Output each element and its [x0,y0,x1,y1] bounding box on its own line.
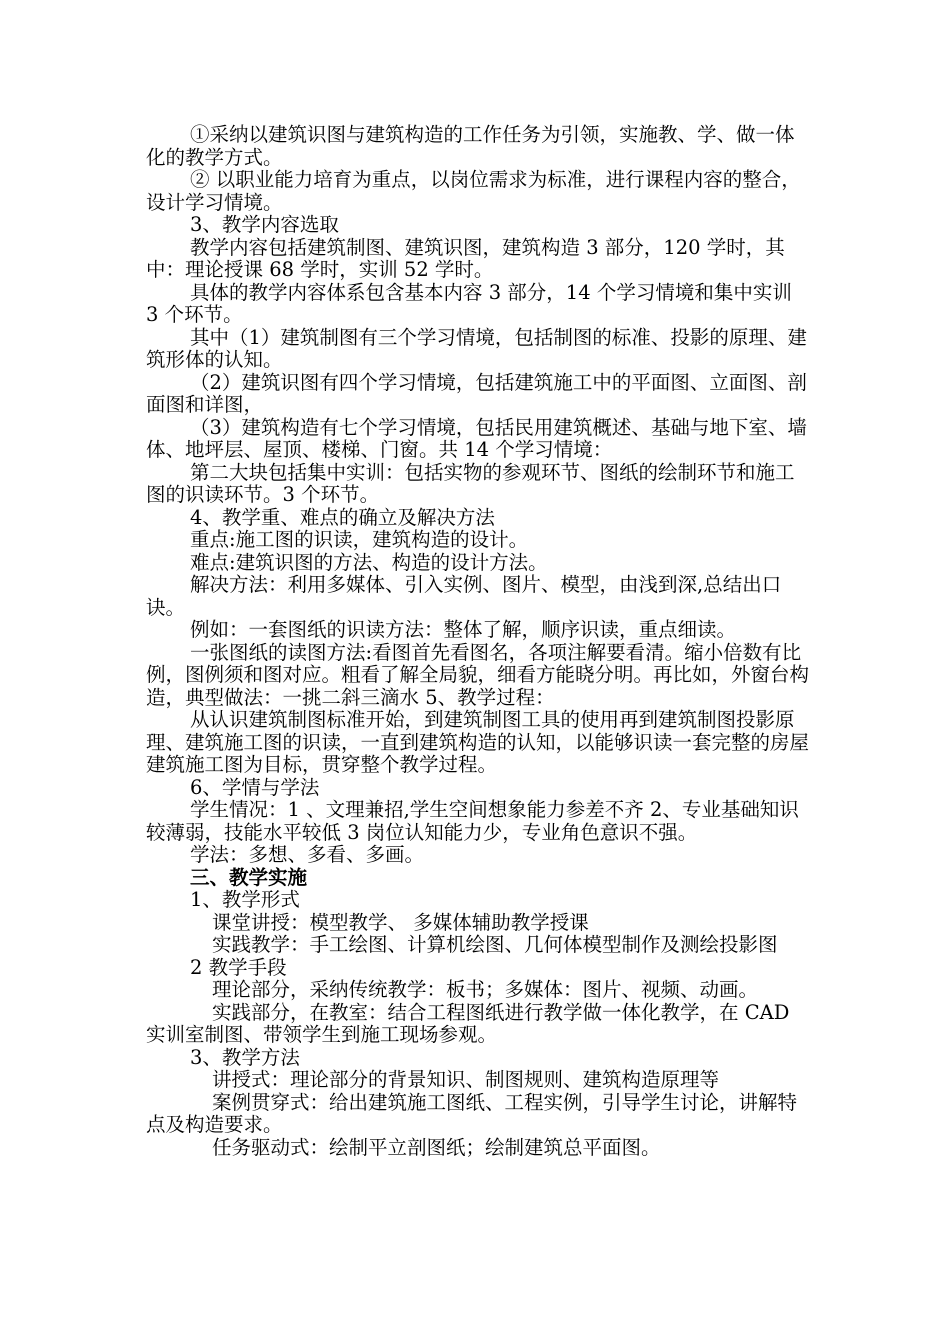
paragraph-teaching-process: 从认识建筑制图标准开始，到建筑制图工具的使用再到建筑制图投影原理、建筑施工图的识读，一直到建筑构造的认知，以能够识读一套完整的房屋建筑施工图为目标，贯穿整个教学过程。 [146,708,810,776]
paragraph-example: 例如：一套图纸的识读方法：整体了解，顺序识读，重点细读。 [190,618,737,641]
paragraph-teaching-mode-2: ② 以职业能力培育为重点，以岗位需求为标准，进行课程内容的整合，设计学习情境。 [146,168,801,214]
paragraph-task-driven: 任务驱动式：绘制平立剖图纸；绘制建筑总平面图。 [212,1135,661,1159]
subheading-teaching-form: 1、教学形式 [190,888,300,911]
paragraph-practical-training: 第二大块包括集中实训：包括实物的参观环节、图纸的绘制环节和施工图的识读环节。3 个环节。 [146,460,795,506]
paragraph-learning-method: 学法：多想、多看、多画。 [190,843,425,866]
paragraph-classroom-lecture: 课堂讲授：模型教学、 多媒体辅助教学授课 [212,910,589,934]
paragraph-solution: 解决方法：利用多媒体、引入实例、图片、模型，由浅到深,总结出口诀。 [146,573,782,619]
subheading-teaching-methods: 3、教学方法 [190,1045,300,1069]
paragraph-difficult-point: 难点:建筑识图的方法、构造的设计方法。 [190,550,548,574]
paragraph-reading: （2）建筑识图有四个学习情境，包括建筑施工中的平面图、立面图、剖面图和详图， [146,370,807,416]
paragraph-theory-part: 理论部分，采纳传统教学：板书；多媒体：图片、视频、动画。 [212,978,759,1001]
paragraph-student-situation: 学生情况：1 、文理兼招,学生空间想象能力参差不齐 2、专业基础知识较薄弱，技能水平较低 3 岗位认知能力少，专业角色意识不强。 [146,798,799,844]
section-heading-content-selection: 3、教学内容选取 [190,213,339,236]
subheading-teaching-means: 2 教学手段 [190,955,287,979]
section-heading-implementation: 三、教学实施 [190,865,308,889]
section-heading-key-points: 4、教学重、难点的确立及解决方法 [190,505,495,529]
paragraph-practice-teaching: 实践教学：手工绘图、计算机绘图、几何体模型制作及测绘投影图 [212,933,778,956]
paragraph-lecture-method: 讲授式：理论部分的背景知识、制图规则、建筑构造原理等 [212,1068,720,1091]
paragraph-practice-part: 实践部分，在教室：结合工程图纸进行教学做一体化教学，在 CAD 实训室制图、带领学生到施工现场参观。 [146,1000,790,1046]
document-page [146,124,810,1159]
paragraph-key-point: 重点:施工图的识读，建筑构造的设计。 [190,528,529,551]
paragraph-teaching-mode-1: ①采纳以建筑识图与建筑构造的工作任务为引领，实施教、学、做一体化的教学方式。 [146,123,795,169]
paragraph-reading-method: 一张图纸的读图方法:看图首先看图名，各项注解要看清。缩小倍数有比例，图例须和图对应。粗看了解全局貌，细看方能晓分明。再比如，外窗台构造，典型做法：一挑二斜三滴水 5、教学过程： [146,640,810,709]
paragraph-construction: （3）建筑构造有七个学习情境，包括民用建筑概述、基础与地下室、墙体、地坪层、屋顶、楼梯、门窗。共 14 个学习情境： [146,415,807,461]
paragraph-drawing: 其中（1）建筑制图有三个学习情境，包括制图的标准、投影的原理、建筑形体的认知。 [146,325,807,371]
paragraph-case-method: 案例贯穿式：给出建筑施工图纸、工程实例，引导学生讨论，讲解特点及构造要求。 [146,1090,798,1136]
section-heading-learning: 6、学情与学法 [190,775,320,799]
paragraph-content-hours: 教学内容包括建筑制图、建筑识图，建筑构造 3 部分，120 学时，其中：理论授课 68 学时，实训 52 学时。 [146,235,785,281]
paragraph-content-system: 具体的教学内容体系包含基本内容 3 部分，14 个学习情境和集中实训 3 个环节。 [146,280,792,326]
